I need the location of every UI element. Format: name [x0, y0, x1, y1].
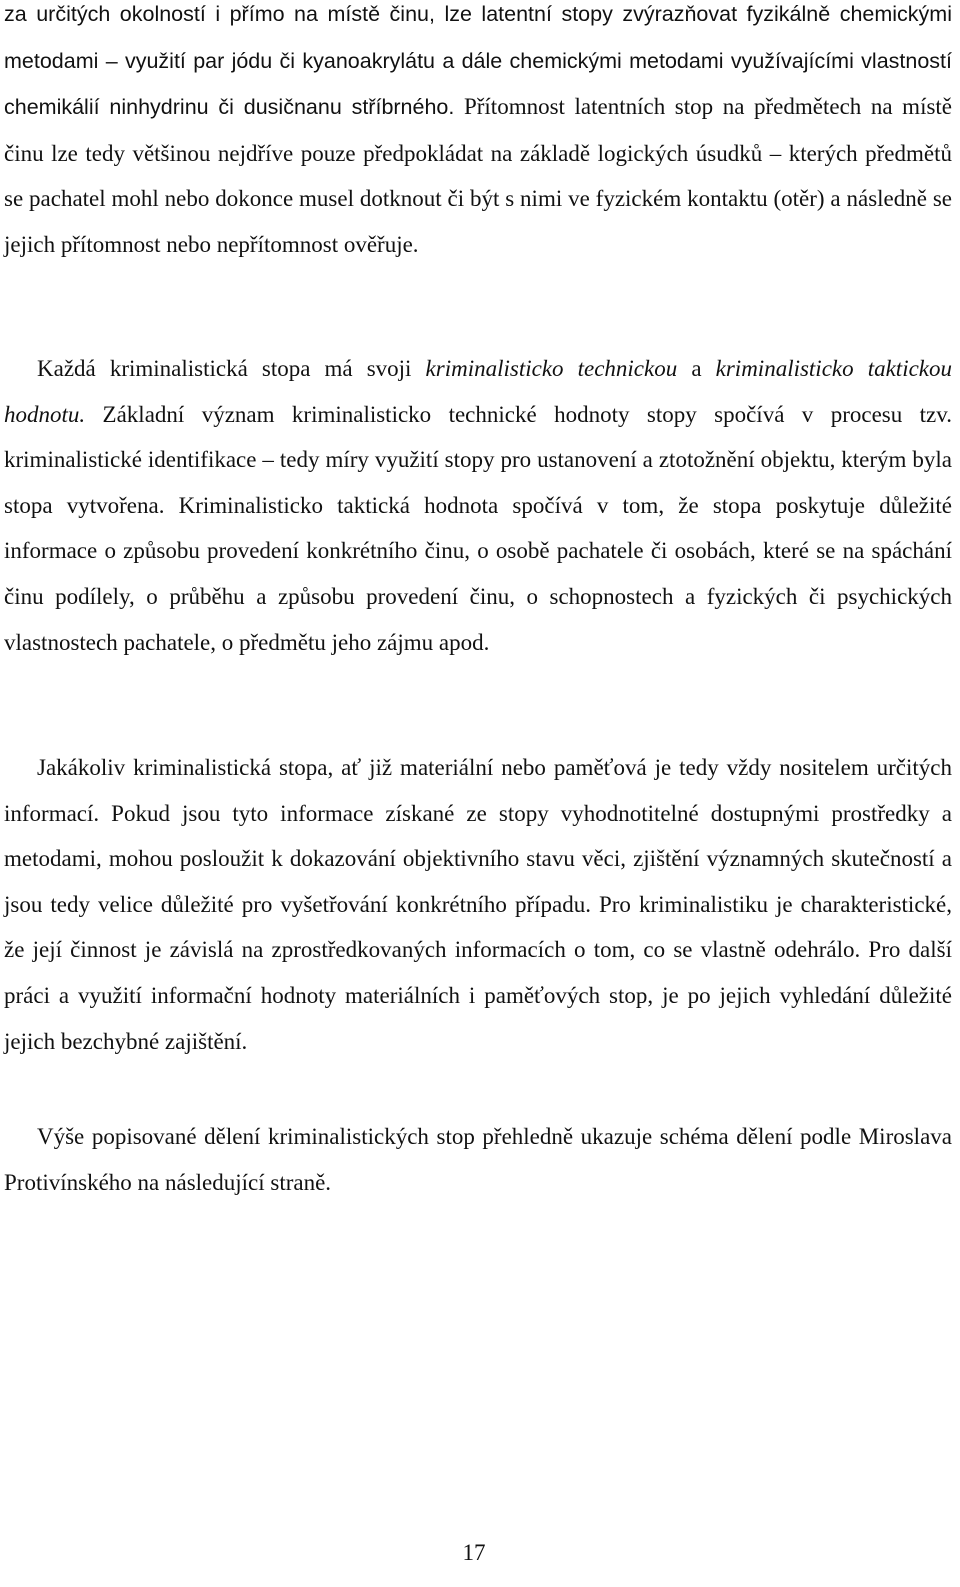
paragraph-text: Základní význam kriminalisticko technické hodnoty stopy spočívá v procesu tzv. kriminalistické identifikace – tedy míry využití stopy pro ustanovení a ztotožnění objektu, kterým byla stopa vytvořena. Kriminalisticko taktická hodnota spočívá v tom, že stopa poskytuje důležité informace o způsobu provedení konkrétního činu, o osobě pachatele či osobách, které se na spáchání činu podílely, o průběhu a způsobu provedení činu, o schopnostech a fyzických či psychických vlastnostech pachatele, o předmětu jeho zájmu apod.: [4, 401, 952, 655]
paragraph-text: Každá kriminalistická stopa má svoji: [37, 356, 412, 381]
paragraph-text: a: [691, 356, 702, 381]
emphasis-text: kriminalisticko technickou: [425, 356, 678, 381]
paragraph-trace-information: Jakákoliv kriminalistická stopa, ať již materiální nebo paměťová je tedy vždy nositelem určitých informací. Pokud jsou tyto informace získané ze stopy vyhodnotitelné dostupnými prostředky a metodami, mohou posloužit k dokazování objektivního stavu věci, zjištění významných skutečností a jsou tedy velice důležité pro vyšetřování konkrétního případu. Pro kriminalistiku je charakteristické, že její činnost je závislá na zprostředkovaných informacích o tom, co se vlastně odehrálo. Pro další práci a využití informační hodnoty materiálních i paměťových stop, je po jejich vyhledání důležité jejich bezchybné zajištění.: [4, 755, 952, 1054]
paragraph-scheme-reference: Výše popisované dělení kriminalistických stop přehledně ukazuje schéma dělení podle Miroslava Protivínského na následující straně.: [4, 1124, 952, 1195]
paragraph-text: Přítomnost latentních stop na předmětech na místě činu lze tedy většinou nejdříve pouze předpokládat na základě logických úsudků – kterých předmětů se pachatel mohl nebo dokonce musel dotknout či být s nimi ve fyzickém kontaktu (otěr) a následně se jejich přítomnost nebo nepřítomnost ověřuje.: [4, 94, 953, 257]
page-number: 17: [462, 1540, 486, 1565]
paragraph-trace-value: [4, 346, 952, 665]
emphasis-text: kriminalisticko taktickou hodnotu.: [4, 356, 953, 427]
paragraph-text: za určitých okolností i přímo na místě činu, lze latentní stopy zvýrazňovat fyzikálně chemickými metodami – využití par jódu či kyanoakrylátu a dále chemickými metodami využívajícími vlastností chemikálií ninhydrinu či dusičnanu stříbrného.: [4, 2, 952, 120]
paragraph-latent-traces: [4, 0, 952, 268]
